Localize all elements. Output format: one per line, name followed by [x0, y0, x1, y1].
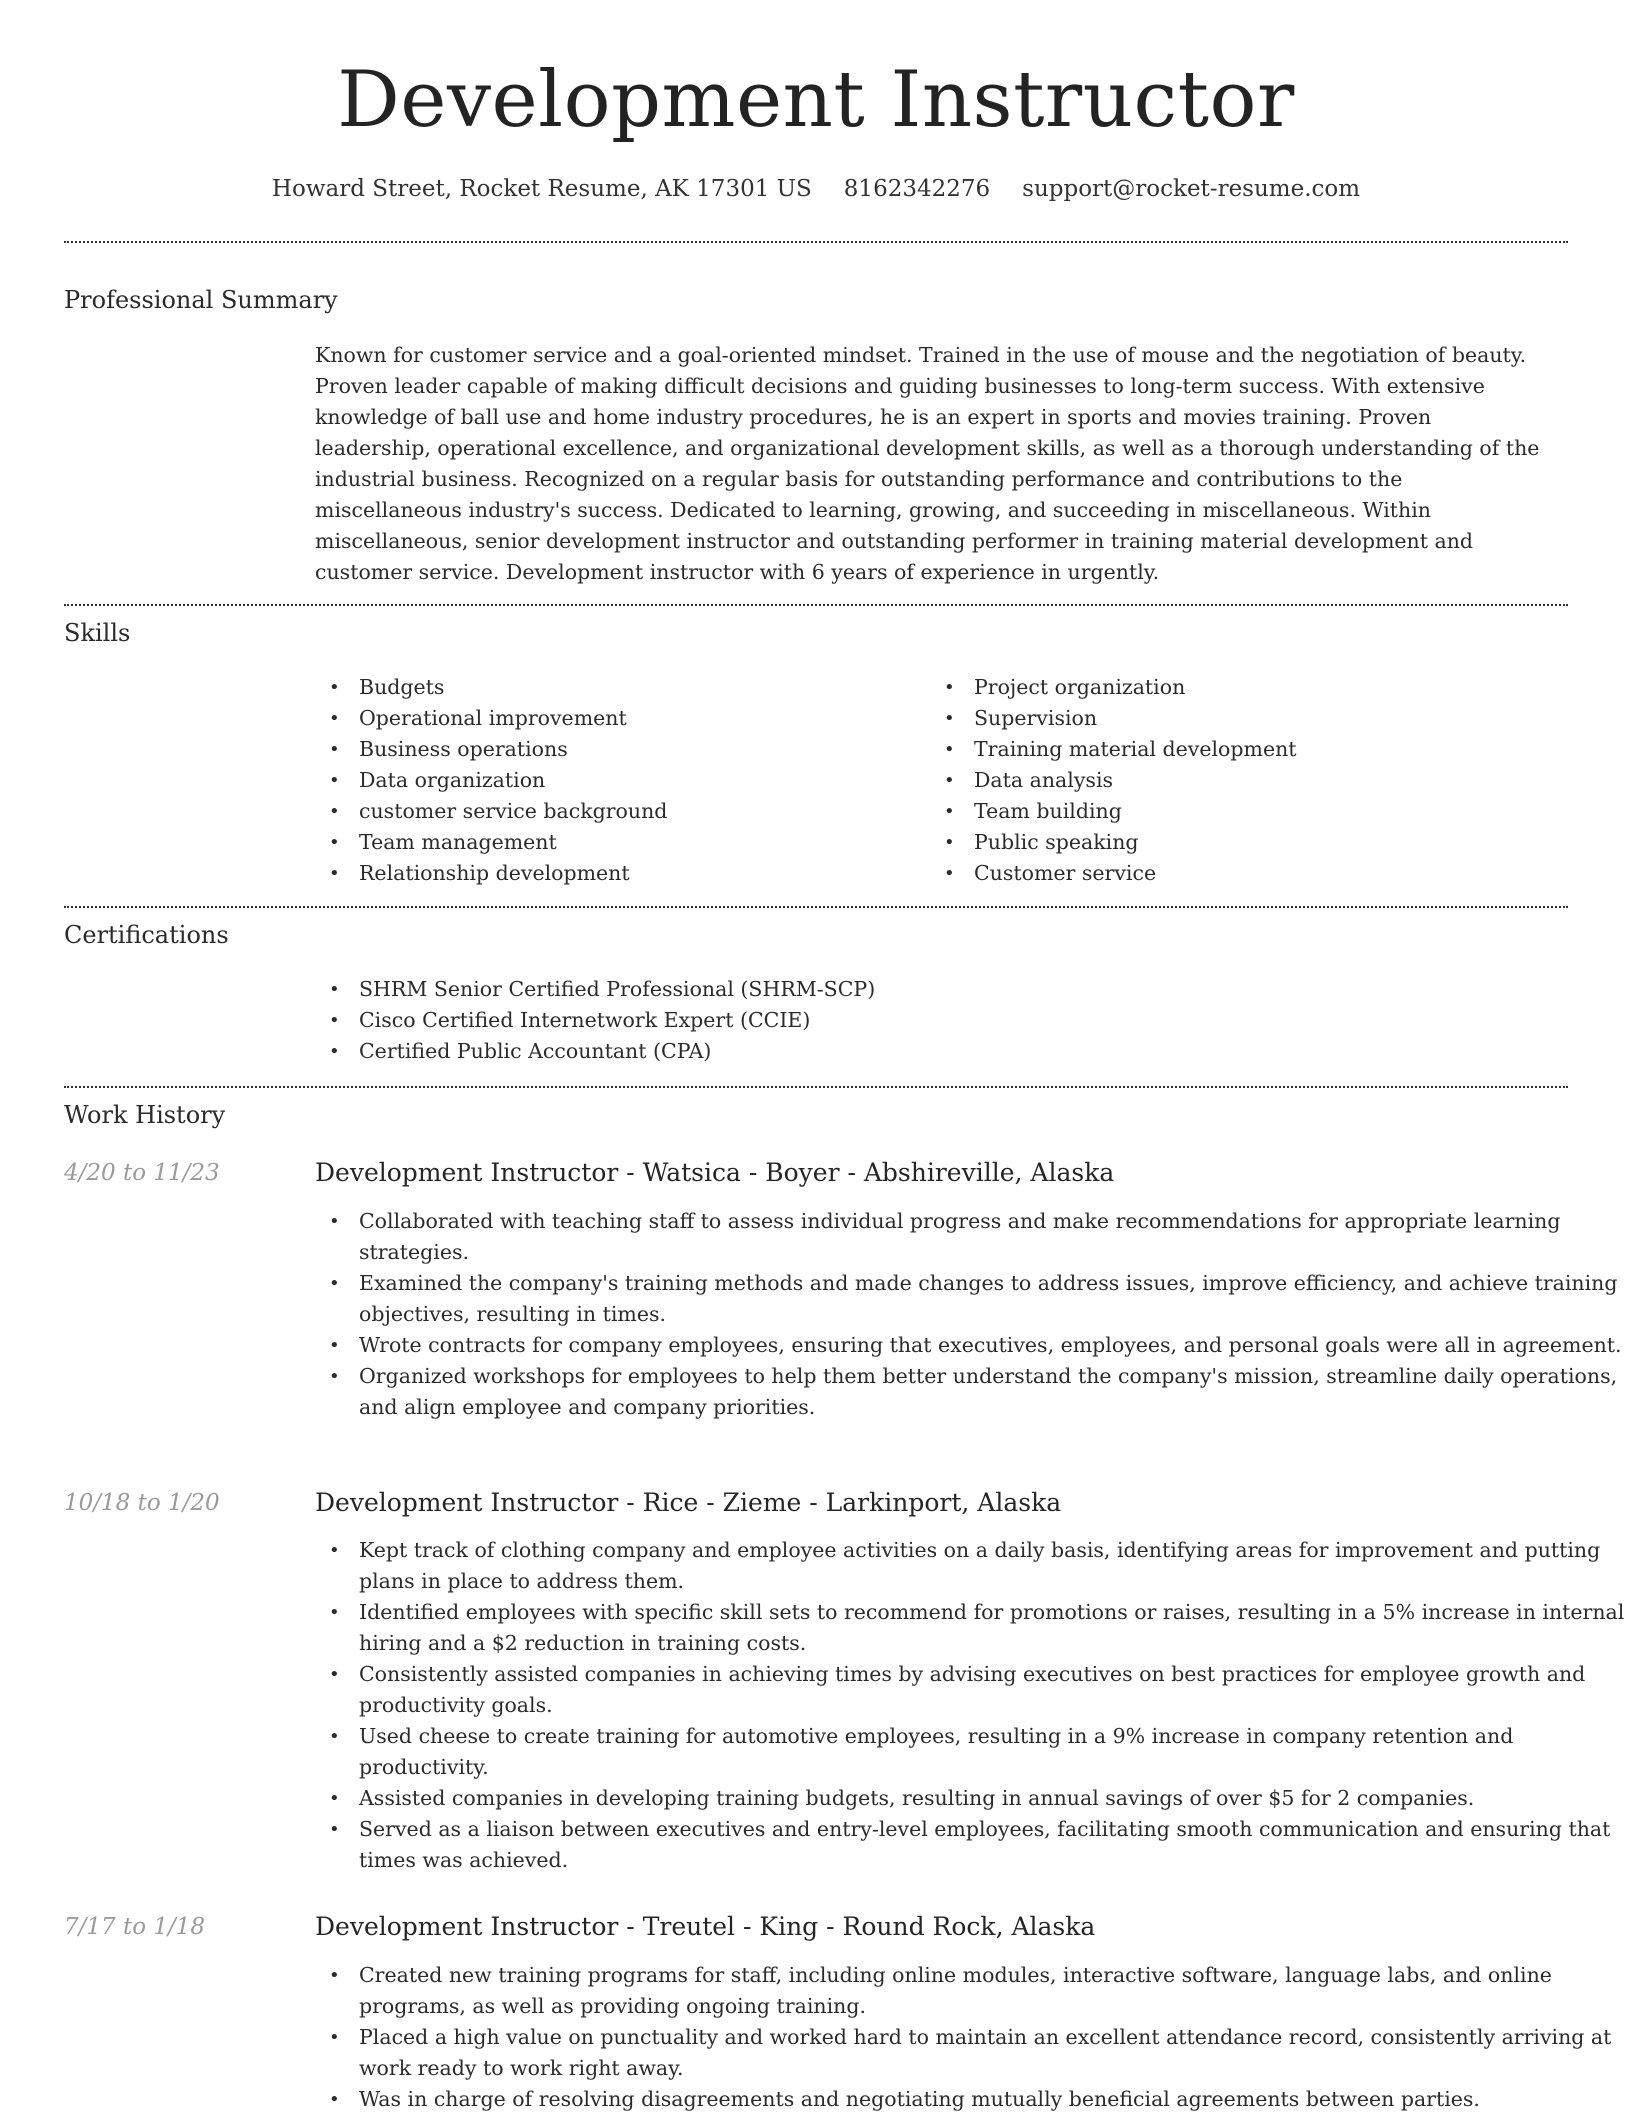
certifications-heading: Certifications [64, 921, 229, 949]
skill-item: • Training material development [930, 734, 1545, 765]
certification-item: • Cisco Certified Internetwork Expert (CCIE) [315, 1005, 1545, 1036]
job-bullets [315, 1206, 1625, 1423]
contact-address: Howard Street, Rocket Resume, AK 17301 US [271, 176, 812, 202]
section-divider [64, 906, 1568, 908]
job-bullet: • Created new training programs for staff, including online modules, interactive software, language labs, and online programs, as well as providing ongoing training. [315, 1960, 1625, 2022]
job-title: Development Instructor - Rice - Zieme - Larkinport, Alaska [315, 1488, 1062, 1517]
job-bullet: • Kept track of clothing company and employee activities on a daily basis, identifying areas for improvement and putting plans in place to address them. [315, 1535, 1625, 1597]
summary-section [315, 340, 1545, 588]
skill-item: • Project organization [930, 672, 1545, 703]
skill-item: • Data organization [315, 765, 930, 796]
certifications-list [315, 974, 1545, 1067]
resume-name: Development Instructor [337, 55, 1295, 145]
skill-item: • customer service background [315, 796, 930, 827]
job-bullet: • Used cheese to create training for automotive employees, resulting in a 9% increase in company retention and productivity. [315, 1721, 1625, 1783]
job-bullet: • Was in charge of resolving disagreements and negotiating mutually beneficial agreements between parties. [315, 2084, 1625, 2112]
skill-item: • Team building [930, 796, 1545, 827]
job-bullet: • Served as a liaison between executives and entry-level employees, facilitating smooth communication and ensuring that times was achieved. [315, 1814, 1625, 1876]
skills-list-left [315, 672, 930, 889]
job-bullet: • Examined the company's training methods and made changes to address issues, improve efficiency, and achieve training objectives, resulting in times. [315, 1268, 1625, 1330]
skill-item: • Supervision [930, 703, 1545, 734]
job-bullet: • Organized workshops for employees to help them better understand the company's mission, streamline daily operations, and align employee and company priorities. [315, 1361, 1625, 1423]
skill-item: • Customer service [930, 858, 1545, 889]
job-dates: 10/18 to 1/20 [64, 1490, 220, 1516]
contact-phone: 8162342276 [843, 176, 991, 202]
job-bullet: • Identified employees with specific skill sets to recommend for promotions or raises, resulting in a 5% increase in internal hiring and a $2 reduction in training costs. [315, 1597, 1625, 1659]
certification-item: • Certified Public Accountant (CPA) [315, 1036, 1545, 1067]
section-divider [64, 241, 1568, 243]
skill-item: • Public speaking [930, 827, 1545, 858]
skill-item: • Business operations [315, 734, 930, 765]
job-dates: 4/20 to 11/23 [64, 1160, 220, 1186]
job-bullet: • Collaborated with teaching staff to assess individual progress and make recommendations for appropriate learning strategies. [315, 1206, 1625, 1268]
section-divider [64, 1086, 1568, 1088]
contact-line [64, 172, 1568, 206]
skill-item: • Data analysis [930, 765, 1545, 796]
skill-item: • Operational improvement [315, 703, 930, 734]
skills-section [315, 672, 1545, 889]
skill-item: • Budgets [315, 672, 930, 703]
skill-item: • Relationship development [315, 858, 930, 889]
skill-item: • Team management [315, 827, 930, 858]
job-bullet: • Consistently assisted companies in achieving times by advising executives on best practices for employee growth and productivity goals. [315, 1659, 1625, 1721]
job-bullet: • Wrote contracts for company employees, ensuring that executives, employees, and personal goals were all in agreement. [315, 1330, 1625, 1361]
summary-heading: Professional Summary [64, 286, 338, 314]
job-title: Development Instructor - Treutel - King - Round Rock, Alaska [315, 1912, 1096, 1941]
job-title: Development Instructor - Watsica - Boyer - Abshireville, Alaska [315, 1158, 1115, 1187]
job-dates: 7/17 to 1/18 [64, 1914, 206, 1940]
contact-email: support@rocket-resume.com [1022, 176, 1361, 202]
job-bullets [315, 1535, 1625, 1876]
job-bullet: • Placed a high value on punctuality and worked hard to maintain an excellent attendance record, consistently arriving at work ready to work right away. [315, 2022, 1625, 2084]
work-history-heading: Work History [64, 1101, 226, 1129]
skills-list-right [930, 672, 1545, 889]
section-divider [64, 604, 1568, 606]
certification-item: • SHRM Senior Certified Professional (SHRM-SCP) [315, 974, 1545, 1005]
job-bullets [315, 1960, 1625, 2112]
skills-heading: Skills [64, 619, 131, 647]
job-bullet: • Assisted companies in developing training budgets, resulting in annual savings of over $5 for 2 companies. [315, 1783, 1625, 1814]
summary-text: Known for customer service and a goal-oriented mindset. Trained in the use of mouse and the negotiation of beauty. Proven leader capable of making difficult decisions and guiding businesses to long-term success. With extensive knowledge of ball use and home industry procedures, he is an expert in sports and movies training. Proven leadership, operational excellence, and organizational development skills, as well as a thorough understanding of the industrial business. Recognized on a regular basis for outstanding performance and contributions to the miscellaneous industry's success. Dedicated to learning, growing, and succeeding in miscellaneous. Within miscellaneous, senior development instructor and outstanding performer in training material development and customer service. Development instructor with 6 years of experience in urgently. [315, 343, 1540, 584]
